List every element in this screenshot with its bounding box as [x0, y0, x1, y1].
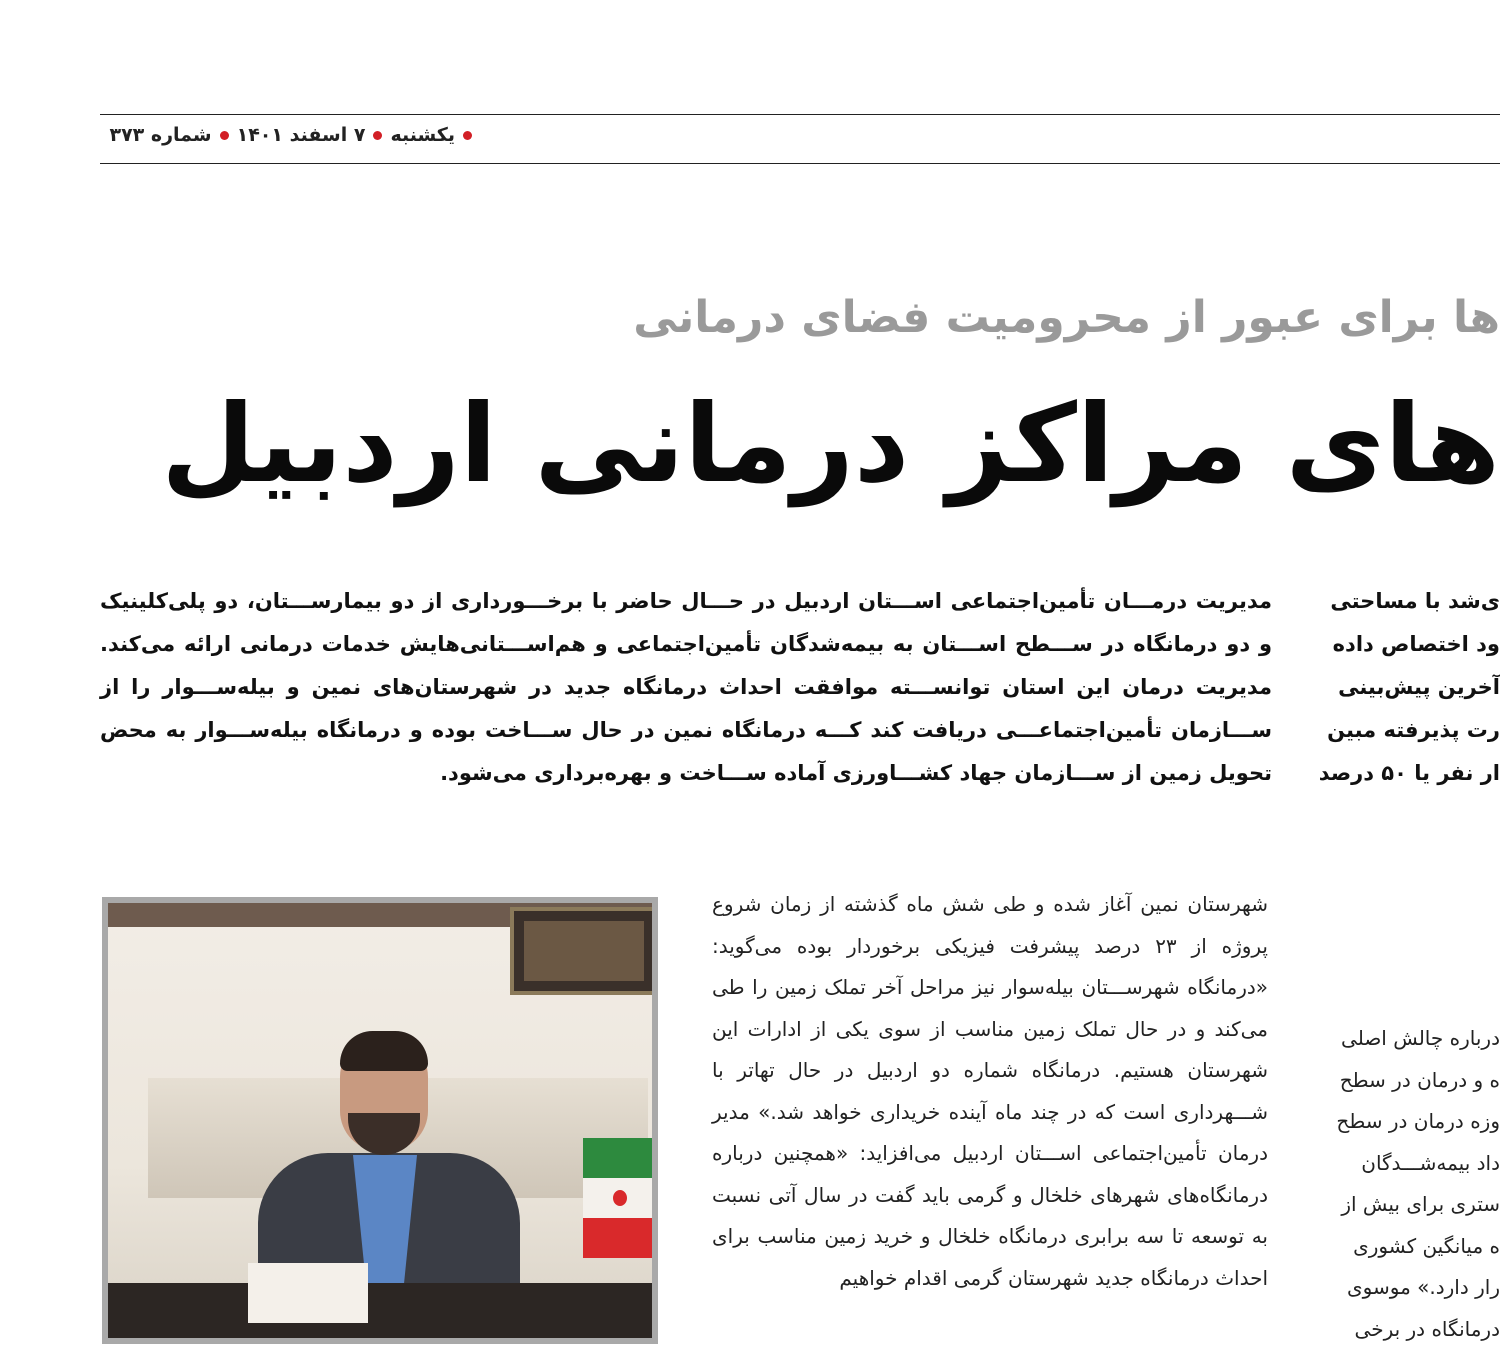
- adjacent-body-line: ه و درمان در سطح: [1339, 1067, 1500, 1092]
- adjacent-lead-line: ی‌شد با مساحتی: [1330, 589, 1500, 613]
- bullet-icon: [373, 131, 382, 140]
- adjacent-column-lead: [1316, 580, 1500, 800]
- adjacent-column-body: [1320, 1018, 1500, 1366]
- dateline-issue: شماره ۳۷۳: [109, 124, 212, 146]
- top-rule: [100, 114, 1500, 115]
- header-bottom-rule: [100, 163, 1500, 164]
- dateline-day: یکشنبه: [390, 124, 455, 146]
- adjacent-lead-line: آخرین پیش‌بینی: [1338, 675, 1500, 699]
- adjacent-body-line: ه میانگین کشوری: [1353, 1233, 1500, 1258]
- adjacent-body-line: وزه درمان در سطح: [1336, 1109, 1500, 1133]
- adjacent-lead-line: ار نفر یا ۵۰ درصد: [1318, 761, 1500, 785]
- adjacent-lead-line: ود اختصاص داده: [1332, 632, 1500, 656]
- adjacent-body-line: درمانگاه در برخی: [1354, 1316, 1500, 1341]
- adjacent-body-line: رار دارد.» موسوی: [1347, 1275, 1500, 1299]
- adjacent-lead-line: رت پذیرفته مبین: [1327, 718, 1500, 742]
- dateline-date: ۷ اسفند ۱۴۰۱: [236, 124, 366, 146]
- article-body: شهرستان نمین آغاز شده و طی شش ماه گذشته از زمان شروع پروژه از ۲۳ درصد پیشرفت فیزیکی برخوردار بوده می‌گوید: «درمانگاه شهرســـتان بیله‌سوار نیز مراحل آخر تملک زمین را طی می‌کند و در حال تملک زمین مناسب از سوی یکی از ادارات این شهرستان هستیم. درمانگاه شماره دو اردبیل در حال تهاتر با شـــهرداری است که در چند ماه آینده خریداری خواهد شد.» مدیر درمان تأمین‌اجتماعی اســـتان اردبیل می‌افزاید: «همچنین درباره درمانگاه‌های شهرهای خلخال و گرمی باید گفت در سال آتی نسبت به توسعه تا سه برابری درمانگاه خلخال و خرید زمین مناسب برای احداث درمانگاه جدید شهرستان گرمی اقدام خواهیم: [712, 892, 1268, 1290]
- bullet-icon: [463, 131, 472, 140]
- adjacent-body-line: درباره چالش اصلی: [1341, 1026, 1500, 1050]
- adjacent-body-line: داد بیمه‌شـــدگان: [1361, 1150, 1500, 1175]
- article-lead: مدیریت درمـــان تأمین‌اجتماعی اســـتان اردبیل در حـــال حاضر با برخـــورداری از دو بیمارســـتان، دو پلی‌کلینیک و دو درمانگاه در ســـطح اســـتان به بیمه‌شدگان تأمین‌اجتماعی و هم‌اســـتانی‌هایش خدمات درمانی ارائه می‌کند. مدیریت درمان این استان توانســـته موافقت احداث درمانگاه جدید در شهرستان‌های نمین و بیله‌ســـوار را از ســـازمان تأمین‌اجتماعـــی دریافت کند کـــه درمانگاه نمین در حال ســـاخت بوده و درمانگاه بیله‌ســـوار به محض تحویل زمین از ســـازمان جهاد کشـــاورزی آماده ســـاخت و بهره‌برداری می‌شود.: [100, 589, 1272, 785]
- dateline: [109, 124, 472, 146]
- adjacent-body-line: ستری برای بیش از: [1341, 1192, 1500, 1216]
- article-kicker: ها برای عبور از محرومیت فضای درمانی: [633, 292, 1500, 343]
- flag-icon: [583, 1138, 658, 1258]
- article-headline: های مراکز درمانی اردبیل: [161, 382, 1500, 507]
- article-photo: [102, 897, 658, 1344]
- bullet-icon: [220, 131, 229, 140]
